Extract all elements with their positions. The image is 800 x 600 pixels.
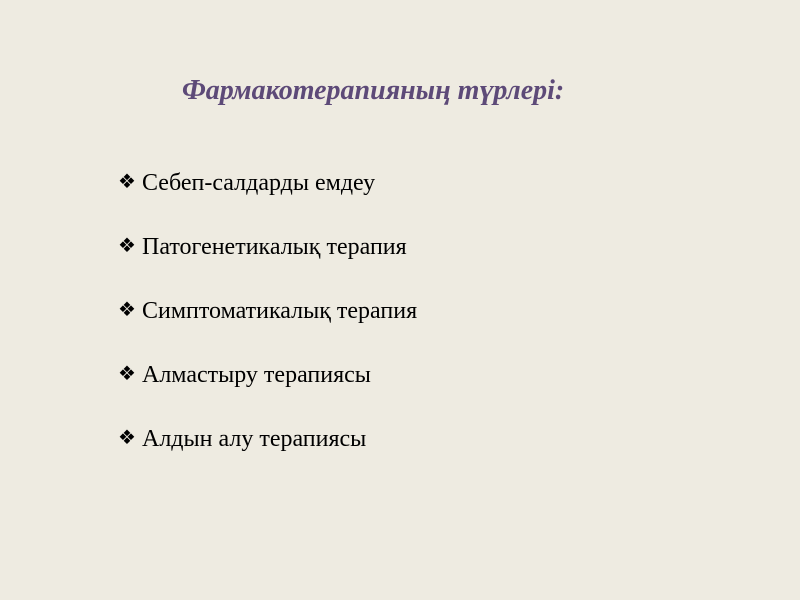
list-item-label: Алдын алу терапиясы [142,425,367,452]
diamond-bullet-icon: ❖ [118,299,136,321]
list-item [118,230,417,264]
diamond-bullet-icon: ❖ [118,171,136,193]
bullet-list [118,166,417,486]
diamond-bullet-icon: ❖ [118,235,136,257]
list-item [118,422,417,456]
list-item [118,358,417,392]
diamond-bullet-icon: ❖ [118,363,136,385]
list-item [118,294,417,328]
diamond-bullet-icon: ❖ [118,427,136,449]
list-item-label: Симптоматикалық терапия [142,297,418,324]
list-item [118,166,417,200]
slide-title: Фармакотерапияның түрлері: [182,75,565,106]
list-item-label: Себеп-салдарды емдеу [142,169,376,196]
list-item-label: Алмастыру терапиясы [142,361,371,388]
list-item-label: Патогенетикалық терапия [142,233,407,260]
